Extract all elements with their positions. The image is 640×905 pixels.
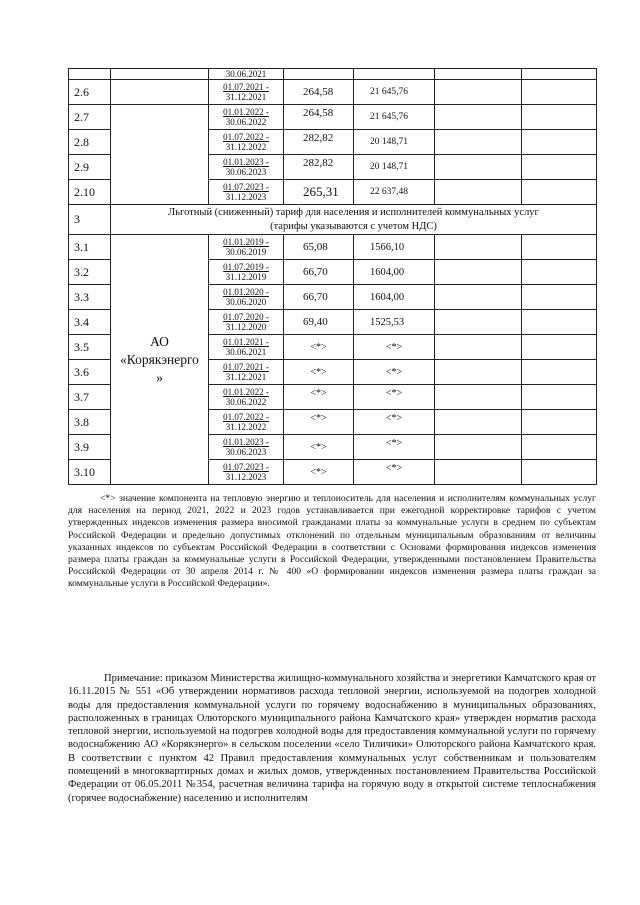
row-number: 3.7 xyxy=(69,385,111,410)
org-name-line: «Корякэнерго xyxy=(120,351,199,367)
placeholder-mark: <*> xyxy=(310,366,327,378)
tariff-value: 69,40 xyxy=(303,316,328,328)
row-number: 3 xyxy=(69,205,111,235)
period-cell: 01.07.2021 - 31.12.2021 xyxy=(209,360,284,385)
row-number: 2.9 xyxy=(69,155,111,180)
org-name-cell xyxy=(111,235,209,485)
period-cell: 01.07.2022 - 31.12.2022 xyxy=(209,410,284,435)
row-number: 2.10 xyxy=(69,180,111,205)
placeholder-mark: <*> xyxy=(385,412,403,424)
period-cell: 01.01.2023 - 30.06.2023 xyxy=(209,435,284,460)
period-cell: 01.07.2023 - 31.12.2023 xyxy=(209,460,284,485)
note-text: Примечание: приказом Министерства жилищно-коммунального хозяйства и энергетики Камчатского края от 16.11.2015 № 551 «Об утверждении нормативов расхода тепловой энергии, используемой на подогрев холодной воды для предоставления коммунальной услуги по горячему водоснабжению в муниципальных образованиях, расположенных в границах Олюторского муниципального района Камчатского края» утвержден норматив расхода тепловой энергии, используемой на подогрев холодной воды для предоставления коммунальной услуги по горячему водоснабжению АО «Корякэнерго» в сельском поселении «село Тиличики» Олюторского района Камчатского края. В соответствии с пунктом 42 Правил предоставления коммунальных услуг собственникам и пользователям помещений в многоквартирных домах и жилых домов, утвержденных постановлением Правительства Российской Федерации от 06.05.2011 №354, расчетная величина тарифа на горячую воду в открытой системе теплоснабжения (горячее водоснабжение) населению и исполнителям xyxy=(68,673,596,804)
row-num-cell xyxy=(69,69,111,80)
tariff-value: 65,08 xyxy=(303,241,328,253)
org-name-line: АО xyxy=(150,333,169,349)
tariff-value: 282,82 xyxy=(303,132,334,144)
section-title: Льготный (сниженный) тариф для населения и исполнителей коммунальных услуг (тарифы указываются с учетом НДС) xyxy=(111,205,597,235)
table-row xyxy=(69,235,597,260)
tariff-value: 264,58 xyxy=(303,107,334,119)
period-cell: 01.07.2019 - 31.12.2019 xyxy=(209,260,284,285)
tariff-value: 282,82 xyxy=(303,157,334,169)
period-cell: 01.01.2021 - 30.06.2021 xyxy=(209,335,284,360)
row-number: 2.7 xyxy=(69,105,111,130)
footnote xyxy=(68,493,596,591)
placeholder-mark: <*> xyxy=(385,387,403,399)
row-number: 3.9 xyxy=(69,435,111,460)
period-cell xyxy=(209,69,284,80)
tariff-value-2: 1604,00 xyxy=(370,291,405,303)
period-cell: 01.07.2023 - 31.12.2023 xyxy=(209,180,284,205)
placeholder-mark: <*> xyxy=(310,341,327,353)
placeholder-mark: <*> xyxy=(310,441,327,453)
row-number: 3.1 xyxy=(69,235,111,260)
tariff-value: 66,70 xyxy=(303,266,328,278)
row-number: 3.4 xyxy=(69,310,111,335)
row-number: 3.8 xyxy=(69,410,111,435)
row-number: 3.5 xyxy=(69,335,111,360)
row-number: 3.10 xyxy=(69,460,111,485)
table-row xyxy=(69,105,597,130)
row-number: 3.3 xyxy=(69,285,111,310)
tariff-value-2: 20 148,71 xyxy=(370,162,408,172)
tariff-table xyxy=(68,68,597,485)
tariff-value-2: 1604,00 xyxy=(370,266,405,278)
tariff-value-2: 22 637,48 xyxy=(370,187,408,197)
period-to: 30.06.2021 xyxy=(225,69,267,79)
tariff-value-2: 21 645,76 xyxy=(370,87,408,97)
period-cell: 01.01.2023 - 30.06.2023 xyxy=(209,155,284,180)
period-cell: 01.01.2020 - 30.06.2020 xyxy=(209,285,284,310)
placeholder-mark: <*> xyxy=(385,462,403,474)
note-paragraph xyxy=(68,672,596,805)
placeholder-mark: <*> xyxy=(310,387,327,399)
section-header-row xyxy=(69,205,597,235)
row-number: 3.6 xyxy=(69,360,111,385)
row-number: 3.2 xyxy=(69,260,111,285)
placeholder-mark: <*> xyxy=(385,341,403,353)
tariff-value-2: 1525,53 xyxy=(370,316,405,328)
period-cell: 01.01.2022 - 30.06.2022 xyxy=(209,105,284,130)
org-cell xyxy=(111,69,209,80)
org-name-line: » xyxy=(156,369,163,385)
placeholder-mark: <*> xyxy=(385,366,403,378)
placeholder-mark: <*> xyxy=(385,437,403,449)
period-cell: 01.01.2019 - 30.06.2019 xyxy=(209,235,284,260)
tariff-value-2: 20 148,71 xyxy=(370,137,408,147)
placeholder-mark: <*> xyxy=(310,412,327,424)
tariff-value: 264,58 xyxy=(303,86,334,98)
period-cell: 01.01.2022 - 30.06.2022 xyxy=(209,385,284,410)
row-number: 2.6 xyxy=(69,80,111,105)
period-cell: 01.07.2020 - 31.12.2020 xyxy=(209,310,284,335)
period-cell: 01.07.2021 - 31.12.2021 xyxy=(209,80,284,105)
tariff-value: 265,31 xyxy=(303,184,339,199)
tariff-value: 66,70 xyxy=(303,291,328,303)
placeholder-mark: <*> xyxy=(310,466,327,478)
tariff-value-2: 1566,10 xyxy=(370,241,405,253)
footnote-text: <*> значение компонента на тепловую энергию и теплоноситель для населения и исполнителям коммунальных услуг для населения на период 2021, 2022 и 2023 годов устанавливается при ежегодной корректировке тарифов с учетом утвержденных индексов изменения размера вносимой гражданами платы за коммунальные услуги в среднем по субъектам Российской Федерации и предельно допустимых отклонений по отдельным муниципальным образованиям от величины указанных индексов по субъектам Российской Федерации в соответствии с Основами формирования индексов изменения размера платы граждан за коммунальные услуги в Российской Федерации, утвержденными постановлением Правительства Российской Федерации от 30 апреля 2014 г. № 400 «О формировании индексов изменения размера платы граждан за коммунальные услуги в Российской Федерации». xyxy=(68,493,596,590)
row-number: 2.8 xyxy=(69,130,111,155)
tariff-value-2: 21 645,76 xyxy=(370,112,408,122)
org-cell xyxy=(111,80,209,105)
org-cell xyxy=(111,105,209,205)
table-row xyxy=(69,69,597,80)
table-row xyxy=(69,80,597,105)
period-cell: 01.07.2022 - 31.12.2022 xyxy=(209,130,284,155)
